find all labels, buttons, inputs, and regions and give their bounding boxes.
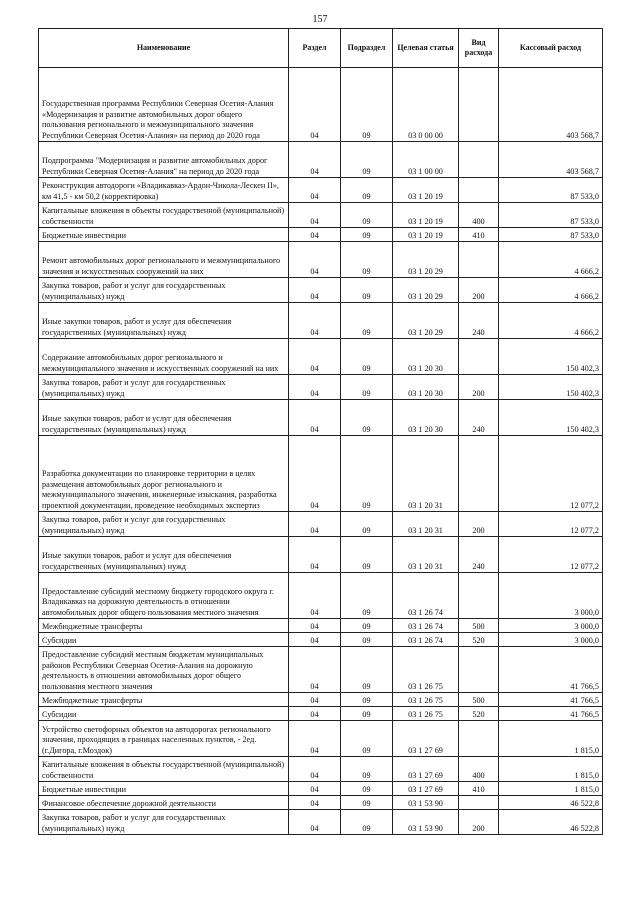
row-amount-cell: 87 533,0	[499, 178, 603, 203]
row-article-cell: 03 1 27 69	[393, 757, 459, 782]
header-target-article: Целевая статья	[393, 29, 459, 68]
table-row	[39, 375, 603, 400]
row-amount-cell: 4 666,2	[499, 303, 603, 339]
table-row	[39, 707, 603, 721]
row-expense-type-cell: 400	[459, 203, 499, 228]
row-section-cell: 04	[289, 619, 341, 633]
row-expense-type-cell: 240	[459, 400, 499, 436]
table-row	[39, 537, 603, 573]
row-subsection-cell: 09	[341, 633, 393, 647]
table-row	[39, 693, 603, 707]
row-article-cell: 03 1 00 00	[393, 142, 459, 178]
row-amount-cell: 1 815,0	[499, 782, 603, 796]
row-article-cell: 03 1 20 31	[393, 537, 459, 573]
row-subsection-cell: 09	[341, 339, 393, 375]
row-subsection-cell: 09	[341, 810, 393, 835]
row-section-cell: 04	[289, 810, 341, 835]
row-expense-type-cell: 520	[459, 633, 499, 647]
row-amount-cell: 1 815,0	[499, 721, 603, 757]
table-row	[39, 278, 603, 303]
row-article-cell: 03 1 20 19	[393, 203, 459, 228]
row-amount-cell: 4 666,2	[499, 278, 603, 303]
row-subsection-cell: 09	[341, 537, 393, 573]
row-amount-cell: 403 568,7	[499, 68, 603, 142]
row-expense-type-cell	[459, 436, 499, 512]
row-name-cell: Иные закупки товаров, работ и услуг для обеспечения государственных (муниципальных) нужд	[39, 400, 289, 436]
row-subsection-cell: 09	[341, 782, 393, 796]
row-name-cell: Подпрограмма "Модернизация и развитие автомобильных дорог Республики Северная Осетия-Алания" на период до 2020 года	[39, 142, 289, 178]
row-section-cell: 04	[289, 339, 341, 375]
row-name-cell: Финансовое обеспечение дорожной деятельности	[39, 796, 289, 810]
row-subsection-cell: 09	[341, 436, 393, 512]
row-article-cell: 03 1 26 75	[393, 707, 459, 721]
row-amount-cell: 46 522,8	[499, 796, 603, 810]
row-expense-type-cell	[459, 142, 499, 178]
row-article-cell: 03 1 27 69	[393, 721, 459, 757]
row-name-cell: Государственная программа Республики Северная Осетия-Алания «Модернизация и развитие автомобильных дорог общего пользования регионального и межмуниципального значения Республики Северная Осетия-Алания» на период до 2020 года	[39, 68, 289, 142]
table-row	[39, 203, 603, 228]
row-section-cell: 04	[289, 436, 341, 512]
row-section-cell: 04	[289, 178, 341, 203]
row-article-cell: 03 1 20 29	[393, 278, 459, 303]
table-row	[39, 400, 603, 436]
row-subsection-cell: 09	[341, 573, 393, 619]
table-row	[39, 647, 603, 693]
row-amount-cell: 12 077,2	[499, 436, 603, 512]
row-section-cell: 04	[289, 400, 341, 436]
row-article-cell: 03 1 26 74	[393, 619, 459, 633]
row-name-cell: Реконструкция автодороги «Владикавказ-Ардон-Чикола-Лескен II», км 41,5 - км 50,2 (корректировка)	[39, 178, 289, 203]
table-row	[39, 721, 603, 757]
row-section-cell: 04	[289, 537, 341, 573]
row-expense-type-cell: 200	[459, 375, 499, 400]
row-section-cell: 04	[289, 242, 341, 278]
header-expense-type: Вид расхода	[459, 29, 499, 68]
row-expense-type-cell	[459, 647, 499, 693]
table-row	[39, 757, 603, 782]
row-expense-type-cell	[459, 68, 499, 142]
row-subsection-cell: 09	[341, 242, 393, 278]
row-name-cell: Закупка товаров, работ и услуг для государственных (муниципальных) нужд	[39, 512, 289, 537]
row-subsection-cell: 09	[341, 619, 393, 633]
table-row	[39, 339, 603, 375]
row-subsection-cell: 09	[341, 400, 393, 436]
header-name: Наименование	[39, 29, 289, 68]
row-expense-type-cell: 400	[459, 757, 499, 782]
row-expense-type-cell: 240	[459, 303, 499, 339]
row-article-cell: 03 1 20 29	[393, 303, 459, 339]
header-subsection: Подраздел	[341, 29, 393, 68]
row-subsection-cell: 09	[341, 757, 393, 782]
row-article-cell: 03 1 53 90	[393, 796, 459, 810]
row-section-cell: 04	[289, 647, 341, 693]
table-row	[39, 303, 603, 339]
row-article-cell: 03 1 20 31	[393, 436, 459, 512]
row-amount-cell: 150 402,3	[499, 339, 603, 375]
row-amount-cell: 3 000,0	[499, 573, 603, 619]
row-amount-cell: 41 766,5	[499, 647, 603, 693]
row-amount-cell: 46 522,8	[499, 810, 603, 835]
row-name-cell: Разработка документации по планировке территории в целях размещения автомобильных дорог регионального и межмуниципального значения, инженерные изыскания, разработка проектной документации, проведение необходимых экспертиз	[39, 436, 289, 512]
table-row	[39, 619, 603, 633]
row-section-cell: 04	[289, 633, 341, 647]
row-expense-type-cell	[459, 242, 499, 278]
row-section-cell: 04	[289, 68, 341, 142]
row-name-cell: Субсидии	[39, 707, 289, 721]
row-subsection-cell: 09	[341, 721, 393, 757]
page-number: 157	[312, 14, 328, 25]
row-amount-cell: 3 000,0	[499, 619, 603, 633]
row-article-cell: 03 1 20 19	[393, 178, 459, 203]
row-section-cell: 04	[289, 203, 341, 228]
row-expense-type-cell: 410	[459, 782, 499, 796]
table-row	[39, 810, 603, 835]
row-expense-type-cell: 500	[459, 693, 499, 707]
table-row	[39, 228, 603, 242]
row-expense-type-cell: 410	[459, 228, 499, 242]
row-section-cell: 04	[289, 278, 341, 303]
row-section-cell: 04	[289, 721, 341, 757]
row-article-cell: 03 1 20 30	[393, 339, 459, 375]
row-name-cell: Закупка товаров, работ и услуг для государственных (муниципальных) нужд	[39, 278, 289, 303]
header-cash-expense: Кассовый расход	[499, 29, 603, 68]
row-article-cell: 03 0 00 00	[393, 68, 459, 142]
row-name-cell: Бюджетные инвестиции	[39, 228, 289, 242]
row-subsection-cell: 09	[341, 693, 393, 707]
row-section-cell: 04	[289, 693, 341, 707]
row-expense-type-cell: 200	[459, 512, 499, 537]
table-row	[39, 436, 603, 512]
header-section: Раздел	[289, 29, 341, 68]
row-subsection-cell: 09	[341, 512, 393, 537]
row-article-cell: 03 1 53 90	[393, 810, 459, 835]
row-amount-cell: 3 000,0	[499, 633, 603, 647]
table-row	[39, 782, 603, 796]
row-article-cell: 03 1 20 31	[393, 512, 459, 537]
row-section-cell: 04	[289, 228, 341, 242]
row-section-cell: 04	[289, 757, 341, 782]
row-article-cell: 03 1 26 74	[393, 573, 459, 619]
row-expense-type-cell	[459, 178, 499, 203]
row-expense-type-cell: 200	[459, 278, 499, 303]
row-name-cell: Закупка товаров, работ и услуг для государственных (муниципальных) нужд	[39, 375, 289, 400]
row-section-cell: 04	[289, 375, 341, 400]
row-article-cell: 03 1 26 75	[393, 647, 459, 693]
row-subsection-cell: 09	[341, 278, 393, 303]
row-article-cell: 03 1 20 19	[393, 228, 459, 242]
table-row	[39, 573, 603, 619]
row-name-cell: Капитальные вложения в объекты государственной (муниципальной) собственности	[39, 757, 289, 782]
row-subsection-cell: 09	[341, 375, 393, 400]
row-name-cell: Закупка товаров, работ и услуг для государственных (муниципальных) нужд	[39, 810, 289, 835]
row-expense-type-cell: 200	[459, 810, 499, 835]
row-section-cell: 04	[289, 303, 341, 339]
row-amount-cell: 150 402,3	[499, 375, 603, 400]
row-amount-cell: 12 077,2	[499, 512, 603, 537]
row-expense-type-cell: 500	[459, 619, 499, 633]
row-amount-cell: 4 666,2	[499, 242, 603, 278]
row-amount-cell: 41 766,5	[499, 707, 603, 721]
row-subsection-cell: 09	[341, 178, 393, 203]
row-amount-cell: 87 533,0	[499, 203, 603, 228]
row-article-cell: 03 1 20 29	[393, 242, 459, 278]
row-amount-cell: 41 766,5	[499, 693, 603, 707]
table-row	[39, 512, 603, 537]
row-subsection-cell: 09	[341, 203, 393, 228]
row-article-cell: 03 1 20 30	[393, 400, 459, 436]
row-name-cell: Предоставление субсидий местному бюджету городского округа г. Владикавказ на дорожную деятельность в отношении автомобильных дорог общего пользования местного значения	[39, 573, 289, 619]
row-section-cell: 04	[289, 796, 341, 810]
row-section-cell: 04	[289, 142, 341, 178]
row-article-cell: 03 1 26 75	[393, 693, 459, 707]
budget-expenditure-table	[38, 28, 603, 835]
row-amount-cell: 403 568,7	[499, 142, 603, 178]
row-subsection-cell: 09	[341, 796, 393, 810]
row-subsection-cell: 09	[341, 303, 393, 339]
row-subsection-cell: 09	[341, 707, 393, 721]
row-expense-type-cell	[459, 339, 499, 375]
row-section-cell: 04	[289, 707, 341, 721]
row-name-cell: Предоставление субсидий местным бюджетам муниципальных районов Республики Северная Осетия-Алания на дорожную деятельность в отношении автомобильных дорог общего пользования местного значения	[39, 647, 289, 693]
row-name-cell: Межбюджетные трансферты	[39, 693, 289, 707]
row-subsection-cell: 09	[341, 142, 393, 178]
row-amount-cell: 150 402,3	[499, 400, 603, 436]
row-amount-cell: 1 815,0	[499, 757, 603, 782]
table-row	[39, 178, 603, 203]
table-row	[39, 142, 603, 178]
row-name-cell: Иные закупки товаров, работ и услуг для обеспечения государственных (муниципальных) нужд	[39, 303, 289, 339]
table-header-row	[39, 29, 603, 68]
row-article-cell: 03 1 27 69	[393, 782, 459, 796]
row-expense-type-cell	[459, 796, 499, 810]
row-article-cell: 03 1 20 30	[393, 375, 459, 400]
row-article-cell: 03 1 26 74	[393, 633, 459, 647]
row-subsection-cell: 09	[341, 228, 393, 242]
row-section-cell: 04	[289, 512, 341, 537]
row-name-cell: Межбюджетные трансферты	[39, 619, 289, 633]
row-name-cell: Иные закупки товаров, работ и услуг для обеспечения государственных (муниципальных) нужд	[39, 537, 289, 573]
row-expense-type-cell	[459, 573, 499, 619]
row-expense-type-cell	[459, 721, 499, 757]
row-amount-cell: 12 077,2	[499, 537, 603, 573]
row-amount-cell: 87 533,0	[499, 228, 603, 242]
table-row	[39, 68, 603, 142]
row-subsection-cell: 09	[341, 68, 393, 142]
row-name-cell: Содержание автомобильных дорог регионального и межмуниципального значения и искусственных сооружений на них	[39, 339, 289, 375]
row-name-cell: Капитальные вложения в объекты государственной (муниципальной) собственности	[39, 203, 289, 228]
row-section-cell: 04	[289, 573, 341, 619]
row-name-cell: Ремонт автомобильных дорог регионального и межмуниципального значения и искусственных сооружений на них	[39, 242, 289, 278]
table-row	[39, 242, 603, 278]
row-subsection-cell: 09	[341, 647, 393, 693]
row-expense-type-cell: 240	[459, 537, 499, 573]
table-row	[39, 796, 603, 810]
row-name-cell: Бюджетные инвестиции	[39, 782, 289, 796]
table-row	[39, 633, 603, 647]
row-expense-type-cell: 520	[459, 707, 499, 721]
row-name-cell: Субсидии	[39, 633, 289, 647]
row-name-cell: Устройство светофорных объектов на автодорогах регионального значения, проходящих в границах населенных пунктов, - 2ед. (г.Дигора, г.Моздок)	[39, 721, 289, 757]
row-section-cell: 04	[289, 782, 341, 796]
